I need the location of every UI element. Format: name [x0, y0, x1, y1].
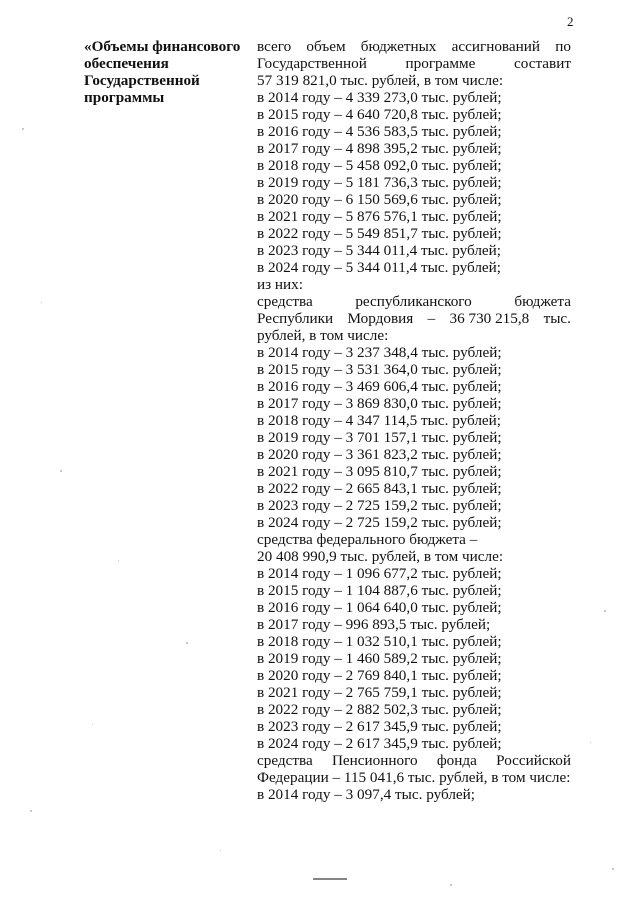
word: Государственной [257, 55, 367, 72]
federal-year-item: в 2015 году – 1 104 887,6 тыс. рублей; [257, 582, 502, 599]
total-intro-line-2 [257, 55, 571, 72]
federal-years-list [257, 565, 571, 752]
word: Республики [257, 310, 334, 327]
republic-year-item: в 2014 году – 3 237 348,4 тыс. рублей; [257, 344, 502, 361]
republic-intro-line-3: рублей, в том числе: [257, 327, 389, 344]
republic-year-item: в 2019 году – 3 701 157,1 тыс. рублей; [257, 429, 502, 446]
word: программе [405, 55, 476, 72]
total-year-item: в 2022 году – 5 549 851,7 тыс. рублей; [257, 225, 502, 242]
scan-speck [450, 884, 452, 886]
scan-speck [30, 810, 32, 812]
word: Мордовия [347, 310, 414, 327]
federal-year-item: в 2019 году – 1 460 589,2 тыс. рублей; [257, 650, 502, 667]
scan-speck [186, 642, 188, 644]
financing-details [257, 38, 571, 803]
republic-year-item: в 2020 году – 3 361 823,2 тыс. рублей; [257, 446, 502, 463]
word: бюджета [514, 293, 571, 310]
word: всего [257, 38, 292, 55]
section-heading-line-4: программы [84, 89, 165, 106]
scan-mark [313, 878, 347, 880]
total-year-item: в 2021 году – 5 876 576,1 тыс. рублей; [257, 208, 502, 225]
total-year-item: в 2015 году – 4 640 720,8 тыс. рублей; [257, 106, 502, 123]
word: средства [257, 293, 313, 310]
republic-year-item: в 2021 году – 3 095 810,7 тыс. рублей; [257, 463, 502, 480]
federal-year-item: в 2024 году – 2 617 345,9 тыс. рублей; [257, 735, 502, 752]
scan-speck [118, 560, 119, 561]
word: средства [257, 752, 313, 769]
republic-year-item: в 2015 году – 3 531 364,0 тыс. рублей; [257, 361, 502, 378]
word: Российской [496, 752, 571, 769]
total-intro-line-1 [257, 38, 571, 55]
scan-speck [220, 850, 221, 851]
word: 36 730 215,8 [449, 310, 530, 327]
republic-year-item: в 2024 году – 2 725 159,2 тыс. рублей; [257, 514, 502, 531]
scan-speck [60, 470, 62, 472]
pension-intro-line-1 [257, 752, 571, 769]
section-heading-line-1: «Объемы финансового [84, 38, 241, 55]
section-heading-line-3: Государственной [84, 72, 200, 89]
scan-speck [604, 610, 606, 612]
federal-intro-line-1: средства федерального бюджета – [257, 531, 478, 548]
word: Пенсионного [331, 752, 418, 769]
federal-year-item: в 2016 году – 1 064 640,0 тыс. рублей; [257, 599, 502, 616]
scan-speck [41, 302, 42, 303]
pension-years-list [257, 786, 571, 803]
page-number: 2 [567, 14, 574, 29]
pension-year-item: в 2014 году – 3 097,4 тыс. рублей; [257, 786, 475, 803]
word: составит [514, 55, 571, 72]
of-them-label: из них: [257, 276, 303, 293]
scan-speck [22, 128, 24, 130]
federal-year-item: в 2022 году – 2 882 502,3 тыс. рублей; [257, 701, 502, 718]
word: ассигнований [451, 38, 541, 55]
federal-intro-line-2: 20 408 990,9 тыс. рублей, в том числе: [257, 548, 504, 565]
total-intro-line-3: 57 319 821,0 тыс. рублей, в том числе: [257, 72, 504, 89]
total-year-item: в 2024 году – 5 344 011,4 тыс. рублей; [257, 259, 502, 276]
total-year-item: в 2019 году – 5 181 736,3 тыс. рублей; [257, 174, 502, 191]
republic-intro-line-1 [257, 293, 571, 310]
word: тыс. [543, 310, 571, 327]
total-year-item: в 2023 году – 5 344 011,4 тыс. рублей; [257, 242, 502, 259]
federal-year-item: в 2018 году – 1 032 510,1 тыс. рублей; [257, 633, 502, 650]
word: республиканского [355, 293, 472, 310]
republic-year-item: в 2017 году – 3 869 830,0 тыс. рублей; [257, 395, 502, 412]
word: фонда [436, 752, 477, 769]
pension-intro-line-2: Федерации – 115 041,6 тыс. рублей, в том числе: [257, 769, 571, 786]
republic-year-item: в 2018 году – 4 347 114,5 тыс. рублей; [257, 412, 502, 429]
scan-speck [590, 742, 591, 743]
word: – [427, 310, 436, 327]
federal-year-item: в 2023 году – 2 617 345,9 тыс. рублей; [257, 718, 502, 735]
scan-speck [92, 724, 93, 725]
scan-speck [612, 868, 614, 870]
section-heading [84, 38, 254, 106]
republic-year-item: в 2016 году – 3 469 606,4 тыс. рублей; [257, 378, 502, 395]
total-year-item: в 2016 году – 4 536 583,5 тыс. рублей; [257, 123, 502, 140]
federal-year-item: в 2021 году – 2 765 759,1 тыс. рублей; [257, 684, 502, 701]
word: объем [306, 38, 346, 55]
word: бюджетных [360, 38, 437, 55]
total-year-item: в 2014 году – 4 339 273,0 тыс. рублей; [257, 89, 502, 106]
section-heading-line-2: обеспечения [84, 55, 169, 72]
federal-year-item: в 2017 году – 996 893,5 тыс. рублей; [257, 616, 491, 633]
total-year-item: в 2017 году – 4 898 395,2 тыс. рублей; [257, 140, 502, 157]
total-years-list [257, 89, 571, 276]
republic-year-item: в 2022 году – 2 665 843,1 тыс. рублей; [257, 480, 502, 497]
republic-year-item: в 2023 году – 2 725 159,2 тыс. рублей; [257, 497, 502, 514]
total-year-item: в 2018 году – 5 458 092,0 тыс. рублей; [257, 157, 502, 174]
word: по [555, 38, 571, 55]
total-year-item: в 2020 году – 6 150 569,6 тыс. рублей; [257, 191, 502, 208]
federal-year-item: в 2020 году – 2 769 840,1 тыс. рублей; [257, 667, 502, 684]
federal-year-item: в 2014 году – 1 096 677,2 тыс. рублей; [257, 565, 502, 582]
republic-intro-line-2 [257, 310, 571, 327]
republic-years-list [257, 344, 571, 531]
